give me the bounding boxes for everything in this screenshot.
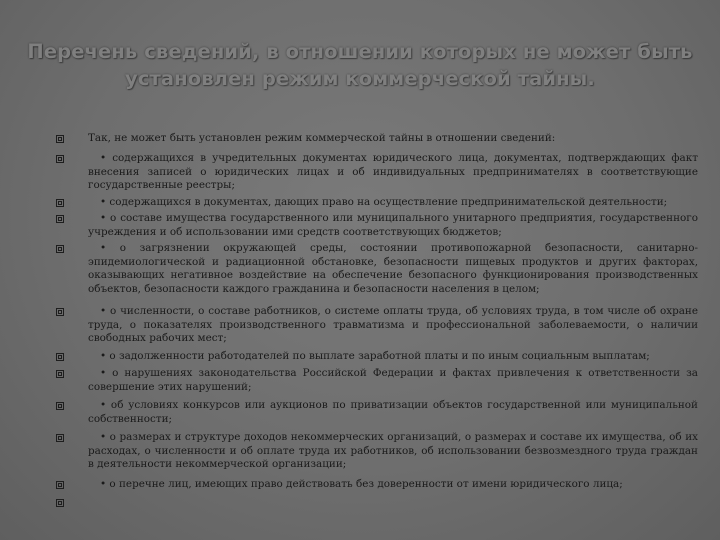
list-item-text: • о численности, о составе работников, о системе оплаты труда, об условиях труда, в том числе об охране труда, о показателях производственного травматизма и профессиональной заболеваемости, о наличии свободных рабочих мест; [88, 305, 698, 345]
slide-title: Перечень сведений, в отношении которых не может быть установлен режим коммерческой тайны. [27, 40, 693, 90]
list-item-text: • о размерах и структуре доходов некоммерческих организаций, о размерах и составе их имущества, об их расходах, о численности и об оплате труда их работников, об использовании безвозмездного труда граждан в деятельности некоммерческой организации; [88, 431, 698, 471]
square-bullet-icon [56, 434, 64, 442]
square-bullet-icon [56, 481, 64, 489]
list-item-text: • о задолженности работодателей по выплате заработной платы и по иным социальным выплатам; [100, 350, 650, 362]
square-bullet-icon [56, 308, 64, 316]
list-item-text: • содержащихся в учредительных документах юридического лица, документах, подтверждающих факт внесения записей о юридических лицах и об индивидуальных предпринимателях в соответствующие государственные реестры; [88, 152, 698, 192]
square-bullet-icon [56, 370, 64, 378]
list-item-text: Так, не может быть установлен режим коммерческой тайны в отношении сведений: [88, 132, 556, 144]
list-item-text: • о перечне лиц, имеющих право действовать без доверенности от имени юридического лица; [100, 478, 623, 490]
square-bullet-icon [56, 155, 64, 163]
square-bullet-icon [56, 402, 64, 410]
square-bullet-icon [56, 199, 64, 207]
square-bullet-icon [56, 353, 64, 361]
list-item-text: • содержащихся в документах, дающих право на осуществление предпринимательской деятельности; [100, 196, 668, 208]
square-bullet-icon [56, 499, 64, 507]
square-bullet-icon [56, 215, 64, 223]
list-item-text: • об условиях конкурсов или аукционов по приватизации объектов государственной или муниципальной собственности; [88, 399, 698, 425]
list-item-text: • о нарушениях законодательства Российской Федерации и фактах привлечения к ответственности за совершение этих нарушений; [88, 367, 698, 393]
list-item-text: • о составе имущества государственного или муниципального унитарного предприятия, государственного учреждения и об использовании ими средств соответствующих бюджетов; [88, 212, 698, 238]
square-bullet-icon [56, 245, 64, 253]
square-bullet-icon [56, 135, 64, 143]
list-item-text: • о загрязнении окружающей среды, состоянии противопожарной безопасности, санитарно-эпидемиологической и радиационной обстановке, безопасности пищевых продуктов и других факторах, оказывающих негативное воздействие на обеспечение безопасного функционирования производственных объектов, безопасности каждого гражданина и безопасности населения в целом; [88, 242, 698, 295]
